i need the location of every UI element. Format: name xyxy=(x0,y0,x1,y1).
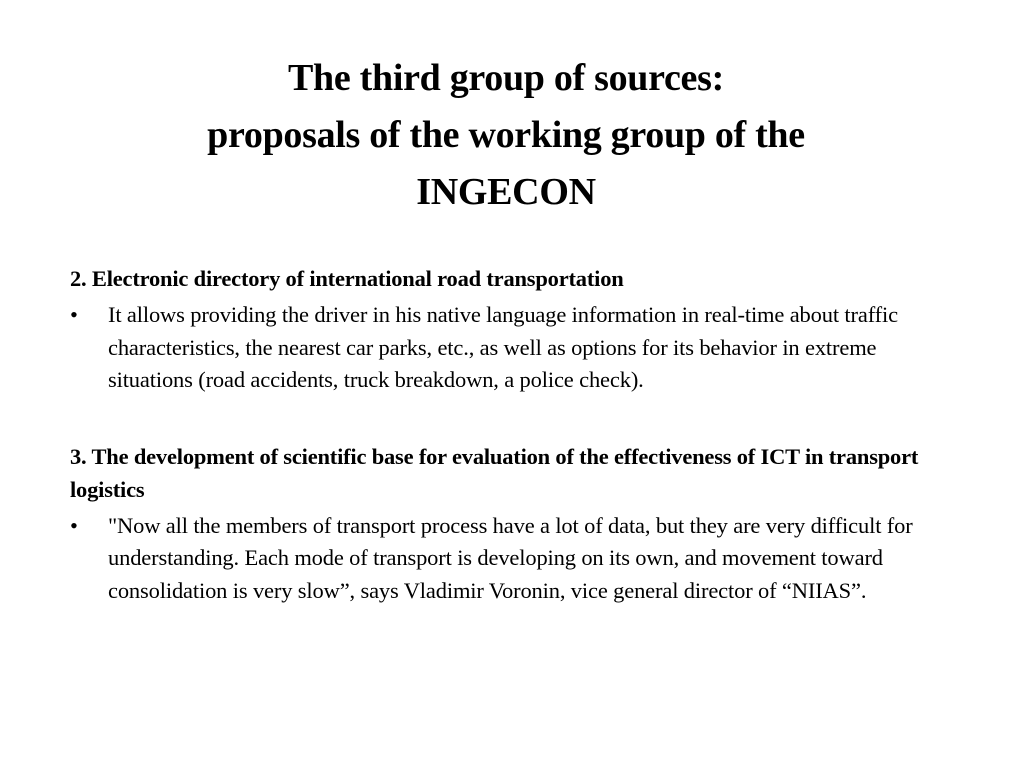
bullet-text: "Now all the members of transport process have a lot of data, but they are very difficult for understanding. Each mode of transport is developing on its own, and movement toward consolidation is very slow”, says Vladimir Voronin, vice general director of “NIIAS”. xyxy=(108,512,913,603)
title-line-1: The third group of sources: xyxy=(288,57,724,99)
bullet-item xyxy=(70,510,988,608)
section-electronic-directory xyxy=(70,262,970,397)
slide-body xyxy=(70,262,970,607)
section-heading: 2. Electronic directory of international road transportation xyxy=(70,266,624,291)
title-line-3: INGECON xyxy=(416,171,596,213)
bullet-dot-icon: • xyxy=(70,512,78,538)
section-spacer xyxy=(70,397,970,440)
bullet-text: It allows providing the driver in his native language information in real-time about traffic characteristics, the nearest car parks, etc., as well as options for its behavior in extreme situations (road accidents, truck breakdown, a police check). xyxy=(108,302,898,392)
section-scientific-base xyxy=(70,440,970,608)
bullet-dot-icon: • xyxy=(70,302,78,327)
slide-title xyxy=(0,50,1012,221)
title-line-2: proposals of the working group of the xyxy=(207,114,805,156)
bullet-item xyxy=(70,299,964,397)
section-heading: 3. The development of scientific base for evaluation of the effectiveness of ICT in transport logistics xyxy=(70,443,919,502)
